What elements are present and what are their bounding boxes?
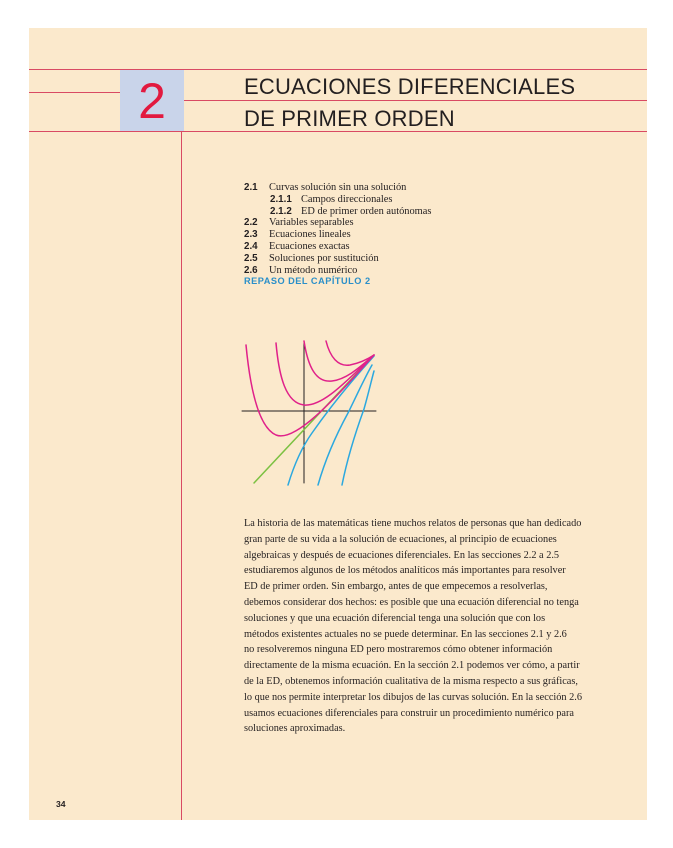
toc-number: 2.1.2 — [270, 205, 292, 217]
toc-item[interactable] — [244, 194, 431, 206]
toc-number: 2.3 — [244, 229, 258, 241]
toc-number: 2.6 — [244, 264, 258, 276]
toc-item[interactable] — [244, 276, 431, 288]
solution-curves-figure — [232, 337, 380, 487]
toc-label: ED de primer orden autónomas — [301, 205, 432, 217]
toc-item[interactable] — [244, 229, 431, 241]
toc-number: 2.1 — [244, 182, 258, 193]
toc-label: Variables separables — [269, 217, 354, 229]
toc-item[interactable] — [244, 217, 431, 229]
margin-rule — [181, 69, 182, 820]
toc-label: Curvas solución sin una solución — [269, 182, 407, 193]
toc-item[interactable] — [244, 265, 431, 277]
page-number: 34 — [56, 799, 66, 809]
paragraph-line: lo que nos permite interpretar los dibujos de las curvas solución. En la sección 2.6 — [244, 691, 582, 703]
toc-label: Ecuaciones lineales — [269, 229, 351, 241]
toc-label: Un método numérico — [269, 264, 358, 276]
paragraph-line: gran parte de su vida a la solución de ecuaciones, al principio de ecuaciones — [244, 533, 557, 545]
repaso-label: REPASO DEL CAPÍTULO 2 — [244, 276, 371, 287]
paragraph-line: de la ED, obtenemos información cualitativa de la misma respecto a sus gráficas, — [244, 675, 578, 687]
chapter-title-line2: DE PRIMER ORDEN — [244, 106, 455, 131]
paragraph-line: algebraicas y después de ecuaciones diferenciales. En las secciones 2.2 a 2.5 — [244, 549, 560, 561]
magenta-curve — [276, 343, 374, 405]
paragraph-line: soluciones aproximadas. — [244, 723, 346, 735]
paragraph-line: soluciones y que una ecuación diferencial tenga una solución que con los — [244, 612, 546, 624]
toc-label: Campos direccionales — [301, 193, 393, 205]
paragraph-line: usamos ecuaciones diferenciales para construir un procedimiento numérico para — [244, 707, 574, 719]
chapter-number: 2 — [120, 70, 184, 131]
toc-number: 2.5 — [244, 252, 258, 264]
toc-item[interactable] — [244, 253, 431, 265]
toc-item[interactable] — [244, 182, 431, 194]
toc-number: 2.4 — [244, 240, 258, 252]
toc-item[interactable] — [244, 206, 431, 218]
paragraph-line: ED de primer orden. Sin embargo, antes de que empecemos a resolverlas, — [244, 581, 548, 593]
intro-paragraph — [244, 516, 594, 737]
toc-number: 2.2 — [244, 217, 258, 229]
paragraph-line: La historia de las matemáticas tiene muchos relatos de personas que han dedicado — [244, 518, 582, 529]
paragraph-line: no resolveremos ninguna ED pero mostraremos cómo obtener información — [244, 644, 553, 656]
paragraph-line: estudiaremos algunos de los métodos analíticos más importantes para resolver — [244, 565, 566, 577]
toc-label: Soluciones por sustitución — [269, 252, 379, 264]
paragraph-line: directamente de la misma ecuación. En la sección 2.1 podemos ver cómo, a partir — [244, 660, 580, 672]
paragraph-line: debemos considerar dos hechos: es posible que una ecuación diferencial no tenga — [244, 596, 579, 608]
paragraph-line: métodos existentes actuales no se puede determinar. En las secciones 2.1 y 2.6 — [244, 628, 567, 640]
cyan-curve — [288, 356, 374, 485]
chapter-title-line1: ECUACIONES DIFERENCIALES — [244, 74, 576, 99]
header-rule-short — [29, 92, 120, 93]
header-rule-title — [184, 100, 647, 101]
table-of-contents — [244, 182, 431, 288]
toc-item[interactable] — [244, 241, 431, 253]
toc-number: 2.1.1 — [270, 193, 292, 205]
toc-label: Ecuaciones exactas — [269, 240, 350, 252]
